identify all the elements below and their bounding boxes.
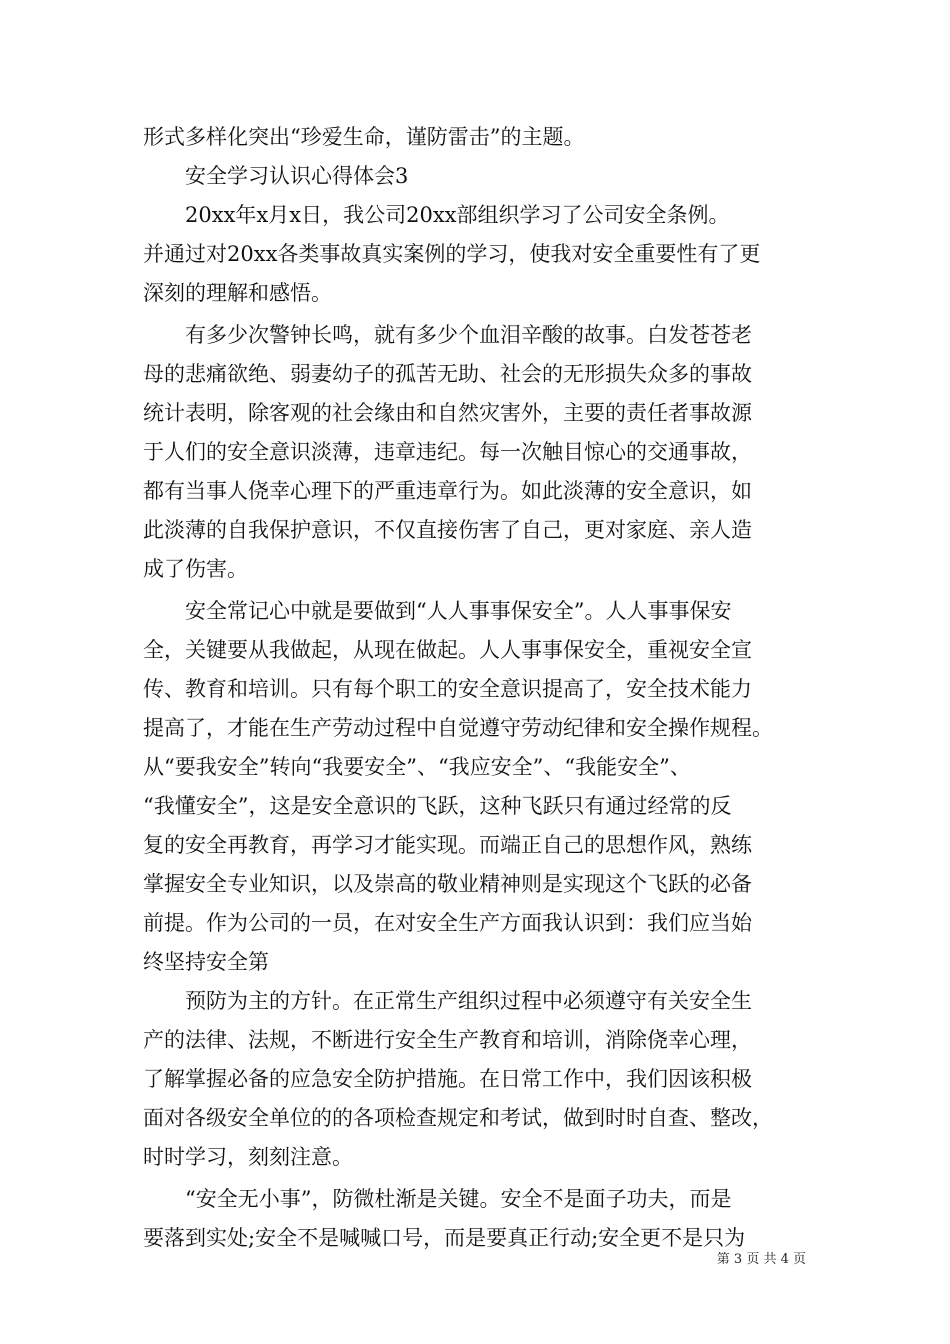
- text-line: 前提。作为公司的一员，在对安全生产方面我认识到：我们应当始: [143, 911, 752, 935]
- text-line: 传、教育和培训。只有每个职工的安全意识提高了，安全技术能力: [143, 677, 752, 701]
- text-line: “安全无小事”，防微杜渐是关键。安全不是面子功夫，而是: [185, 1187, 732, 1211]
- text-line: 深刻的理解和感悟。: [143, 281, 332, 305]
- text-line: 全，关键要从我做起，从现在做起。人人事事保安全，重视安全宣: [143, 638, 752, 662]
- text-line: 终坚持安全第: [143, 950, 269, 974]
- text-line: 统计表明，除客观的社会缘由和自然灾害外，主要的责任者事故源: [143, 401, 752, 425]
- text-line: 形式多样化突出“珍爱生命，谨防雷击”的主题。: [143, 125, 585, 149]
- text-line: 从“要我安全”转向“我要安全”、“我应安全”、“我能安全”、: [143, 755, 691, 779]
- text-line: 掌握安全专业知识，以及崇高的敬业精神则是实现这个飞跃的必备: [143, 872, 752, 896]
- text-line: “我懂安全”，这是安全意识的飞跃，这种飞跃只有通过经常的反: [143, 794, 732, 818]
- text-line: 复的安全再教育，再学习才能实现。而端正自己的思想作风，熟练: [143, 833, 752, 857]
- text-line: 提高了，才能在生产劳动过程中自觉遵守劳动纪律和安全操作规程。: [143, 716, 773, 740]
- text-line: 时时学习，刻刻注意。: [143, 1145, 353, 1169]
- document-body: [143, 118, 811, 1258]
- text-line: 产的法律、法规，不断进行安全生产教育和培训，消除侥幸心理，: [143, 1028, 752, 1052]
- text-line: 安全常记心中就是要做到“人人事事保安全”。人人事事保安: [185, 599, 732, 623]
- text-line: 了解掌握必备的应急安全防护措施。在日常工作中，我们因该积极: [143, 1067, 752, 1091]
- text-line: 预防为主的方针。在正常生产组织过程中必须遵守有关安全生: [185, 989, 752, 1013]
- text-line: 于人们的安全意识淡薄，违章违纪。每一次触目惊心的交通事故，: [143, 440, 752, 464]
- text-line: 母的悲痛欲绝、弱妻幼子的孤苦无助、社会的无形损失众多的事故: [143, 362, 752, 386]
- page-number: 第 3 页 共 4 页: [716, 1252, 806, 1267]
- text-line: 成了伤害。: [143, 557, 248, 581]
- text-line: 此淡薄的自我保护意识，不仅直接伤害了自己，更对家庭、亲人造: [143, 518, 752, 542]
- text-line: 有多少次警钟长鸣，就有多少个血泪辛酸的故事。白发苍苍老: [185, 323, 752, 347]
- text-line: 面对各级安全单位的的各项检查规定和考试，做到时时自查、整改，: [143, 1106, 773, 1130]
- section-title: 安全学习认识心得体会3: [185, 164, 409, 188]
- text-line: 要落到实处;安全不是喊喊口号，而是要真正行动;安全更不是只为: [143, 1226, 746, 1250]
- text-line: 20xx年x月x日，我公司20xx部组织学习了公司安全条例。: [185, 203, 730, 227]
- text-line: 并通过对20xx各类事故真实案例的学习，使我对安全重要性有了更: [143, 242, 761, 266]
- text-line: 都有当事人侥幸心理下的严重违章行为。如此淡薄的安全意识，如: [143, 479, 752, 503]
